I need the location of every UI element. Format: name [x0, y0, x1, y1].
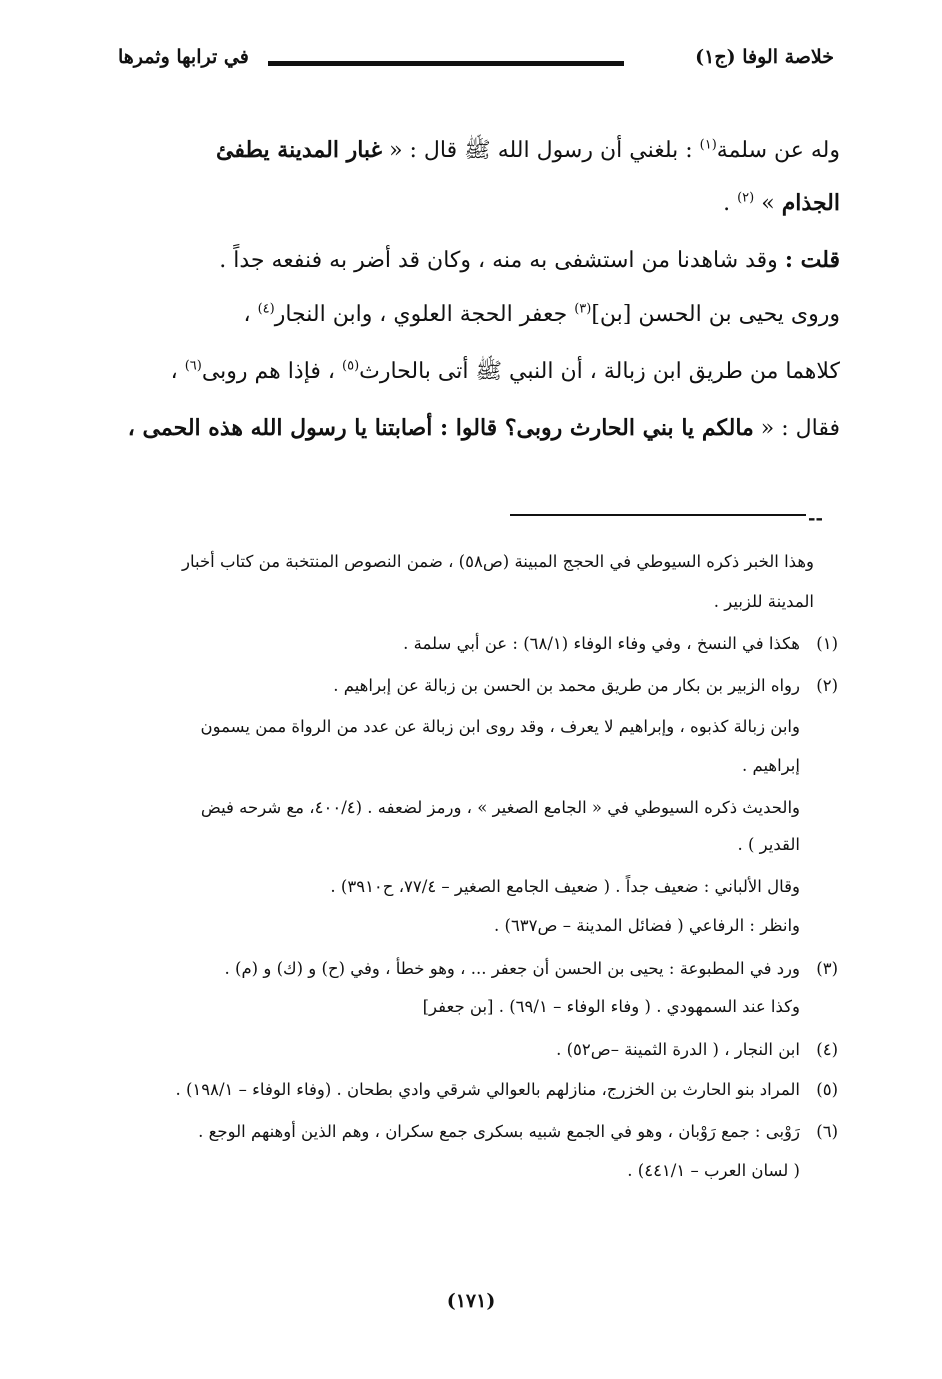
footnote-6-line: ( لسان العرب – ٤٤١/١) .: [627, 1161, 800, 1180]
page-number: (١٧١): [446, 1290, 496, 1312]
footnote-ref[interactable]: (٢): [737, 190, 755, 206]
body-line: وروى يحيى بن الحسن [بن]$^{(٣)}$ جعفر الحجة العلوي ، وابن النجار$^{(٤)}$ ،: [243, 301, 840, 327]
footnote-2-line: وانظر : الرفاعي ( فضائل المدينة – ص٦٣٧) .: [494, 916, 800, 935]
footnote-ref[interactable]: (٣): [574, 301, 592, 317]
body-line: الجذام » $^{(٢)}$ .: [723, 190, 840, 216]
body-line: وله عن سلمة$^{(١)}$ : بلغني أن رسول الله ﷺ قال : « غبار المدينة يطفئ: [216, 137, 840, 163]
footnote-2-line: إبراهيم .: [741, 756, 800, 775]
book-title: خلاصة الوفا (ج١): [695, 46, 834, 68]
footnote-ref[interactable]: (٤): [257, 301, 275, 317]
footnote-3-line: وكذا عند السمهودي . ( وفاء الوفاء – ٦٩/١) . [بن جعفر]: [422, 997, 800, 1016]
footnote-3: (٣)ورد في المطبوعة : يحيى بن الحسن أن جعفر ... ، وهو خطأ ، وفي (ح) و (ك) و (م) .: [224, 959, 838, 978]
footnote-2: (٢)رواه الزبير بن بكار من طريق محمد بن الحسن بن زبالة عن إبراهيم .: [333, 676, 838, 695]
header-rule: [268, 61, 624, 66]
footnote-ref[interactable]: (١): [699, 137, 717, 153]
footnote-6: (٦)رَوْبى : جمع رَوْبان ، وهو في الجمع شبيه بسكرى جمع سكران ، وهم الذين أوهنهم الوجع .: [198, 1122, 838, 1141]
footnote-separator: [510, 514, 806, 516]
body-line: كلاهما من طريق ابن زبالة ، أن النبي ﷺ أتى بالحارث$^{(٥)}$ ، فإذا هم روبى$^{(٦)}$ ،: [170, 358, 840, 384]
footnote-2-line: القدير ) .: [737, 835, 800, 854]
body-line: قلت : وقد شاهدنا من استشفى به منه ، وكان قد أضر به فنفعه جداً .: [219, 247, 840, 273]
footnote-2-line: والحديث ذكره السيوطي في « الجامع الصغير » ، ورمز لضعفه . (٤٠٠/٤، مع شرحه فيض: [200, 798, 800, 817]
footnote-intro: وهذا الخبر ذكره السيوطي في الحجج المبينة (ص٥٨) ، ضمن النصوص المنتخبة من كتاب أخبار: [181, 552, 814, 571]
continuation-dash: --: [808, 508, 823, 529]
section-title: في ترابها وثمرها: [118, 46, 249, 68]
footnote-ref[interactable]: (٥): [342, 358, 360, 374]
footnote-4: (٤)ابن النجار ، ( الدرة الثمينة –ص٥٢) .: [556, 1040, 838, 1059]
footnote-1: (١)هكذا في النسخ ، وفي وفاء الوفاء (٦٨/١) : عن أبي سلمة .: [403, 634, 838, 653]
running-header: [118, 46, 834, 76]
footnote-ref[interactable]: (٦): [184, 358, 202, 374]
body-line: فقال : « مالكم يا بني الحارث روبى؟ قالوا : أصابتنا يا رسول الله هذه الحمى ،: [127, 415, 840, 441]
footnote-5: (٥)المراد بنو الحارث بن الخزرج، منازلهم بالعوالي شرقي وادي بطحان . (وفاء الوفاء – ١٩٨/١) .: [175, 1080, 838, 1099]
footnote-2-line: وابن زبالة كذبوه ، وإبراهيم لا يعرف ، وقد روى ابن زبالة عن عدد من الرواة ممن يسمون: [200, 717, 800, 736]
footnote-2-line: وقال الألباني : ضعيف جداً . ( ضعيف الجامع الصغير – ٧٧/٤، ح٣٩١٠) .: [330, 877, 800, 896]
footnote-intro: المدينة للزبير .: [713, 592, 814, 611]
